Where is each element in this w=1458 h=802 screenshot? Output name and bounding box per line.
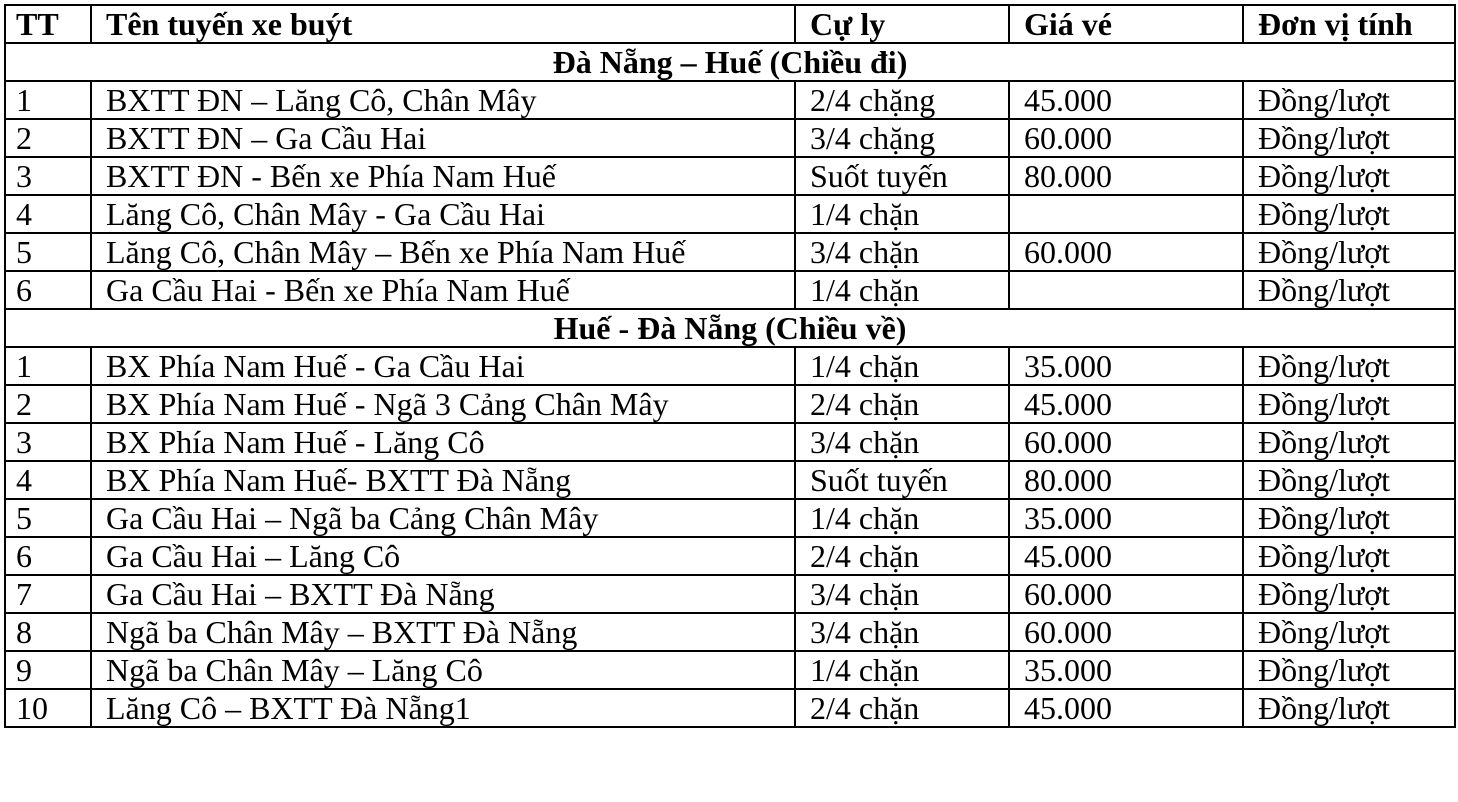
cell-row-number: 6 <box>5 537 91 575</box>
cell-unit: Đồng/lượt <box>1243 271 1455 309</box>
cell-fare: 35.000 <box>1009 499 1243 537</box>
table-row <box>5 689 1455 727</box>
cell-row-number: 5 <box>5 499 91 537</box>
cell-fare: 80.000 <box>1009 157 1243 195</box>
header-unit: Đơn vị tính <box>1243 5 1455 43</box>
cell-fare: 45.000 <box>1009 689 1243 727</box>
cell-fare: 60.000 <box>1009 233 1243 271</box>
header-row <box>5 5 1455 43</box>
cell-route-name: BX Phía Nam Huế - Ga Cầu Hai <box>91 347 795 385</box>
cell-fare: 45.000 <box>1009 81 1243 119</box>
section-title: Đà Nẵng – Huế (Chiều đi) <box>5 43 1455 81</box>
table-row <box>5 499 1455 537</box>
cell-route-name: Ga Cầu Hai – BXTT Đà Nẵng <box>91 575 795 613</box>
cell-route-name: BX Phía Nam Huế- BXTT Đà Nẵng <box>91 461 795 499</box>
cell-row-number: 1 <box>5 347 91 385</box>
cell-route-name: Ga Cầu Hai - Bến xe Phía Nam Huế <box>91 271 795 309</box>
cell-unit: Đồng/lượt <box>1243 689 1455 727</box>
cell-row-number: 5 <box>5 233 91 271</box>
table-row <box>5 347 1455 385</box>
cell-unit: Đồng/lượt <box>1243 385 1455 423</box>
cell-distance: 1/4 chặn <box>795 271 1009 309</box>
bus-fare-table <box>4 4 1456 728</box>
table-row <box>5 423 1455 461</box>
table-row <box>5 613 1455 651</box>
header-fare: Giá vé <box>1009 5 1243 43</box>
cell-route-name: BXTT ĐN – Lăng Cô, Chân Mây <box>91 81 795 119</box>
table-row <box>5 575 1455 613</box>
cell-fare: 60.000 <box>1009 613 1243 651</box>
cell-fare: 80.000 <box>1009 461 1243 499</box>
table-row <box>5 461 1455 499</box>
cell-unit: Đồng/lượt <box>1243 119 1455 157</box>
cell-fare: 45.000 <box>1009 385 1243 423</box>
cell-fare <box>1009 195 1243 233</box>
cell-distance: 1/4 chặn <box>795 347 1009 385</box>
cell-fare: 45.000 <box>1009 537 1243 575</box>
cell-distance: 1/4 chặn <box>795 499 1009 537</box>
cell-unit: Đồng/lượt <box>1243 613 1455 651</box>
section-title: Huế - Đà Nẵng (Chiều về) <box>5 309 1455 347</box>
table-row <box>5 651 1455 689</box>
cell-distance: 2/4 chặng <box>795 81 1009 119</box>
table-row <box>5 195 1455 233</box>
cell-route-name: BX Phía Nam Huế - Ngã 3 Cảng Chân Mây <box>91 385 795 423</box>
cell-distance: Suốt tuyến <box>795 461 1009 499</box>
cell-row-number: 6 <box>5 271 91 309</box>
cell-route-name: BX Phía Nam Huế - Lăng Cô <box>91 423 795 461</box>
cell-row-number: 4 <box>5 195 91 233</box>
cell-route-name: BXTT ĐN - Bến xe Phía Nam Huế <box>91 157 795 195</box>
cell-row-number: 9 <box>5 651 91 689</box>
cell-row-number: 2 <box>5 385 91 423</box>
cell-unit: Đồng/lượt <box>1243 157 1455 195</box>
cell-row-number: 10 <box>5 689 91 727</box>
cell-route-name: Ga Cầu Hai – Ngã ba Cảng Chân Mây <box>91 499 795 537</box>
cell-unit: Đồng/lượt <box>1243 537 1455 575</box>
cell-row-number: 8 <box>5 613 91 651</box>
cell-unit: Đồng/lượt <box>1243 423 1455 461</box>
cell-row-number: 3 <box>5 157 91 195</box>
cell-route-name: Ngã ba Chân Mây – Lăng Cô <box>91 651 795 689</box>
cell-distance: 3/4 chặn <box>795 613 1009 651</box>
cell-unit: Đồng/lượt <box>1243 499 1455 537</box>
cell-route-name: Ngã ba Chân Mây – BXTT Đà Nẵng <box>91 613 795 651</box>
cell-fare: 35.000 <box>1009 651 1243 689</box>
cell-route-name: BXTT ĐN – Ga Cầu Hai <box>91 119 795 157</box>
section-header-row <box>5 309 1455 347</box>
cell-distance: 2/4 chặn <box>795 385 1009 423</box>
cell-unit: Đồng/lượt <box>1243 575 1455 613</box>
header-route-name: Tên tuyến xe buýt <box>91 5 795 43</box>
cell-row-number: 4 <box>5 461 91 499</box>
cell-unit: Đồng/lượt <box>1243 347 1455 385</box>
header-distance: Cự ly <box>795 5 1009 43</box>
cell-distance: Suốt tuyến <box>795 157 1009 195</box>
table-row <box>5 537 1455 575</box>
cell-fare: 60.000 <box>1009 423 1243 461</box>
table-row <box>5 271 1455 309</box>
cell-fare: 60.000 <box>1009 575 1243 613</box>
header-tt: TT <box>5 5 91 43</box>
cell-route-name: Lăng Cô, Chân Mây – Bến xe Phía Nam Huế <box>91 233 795 271</box>
cell-unit: Đồng/lượt <box>1243 195 1455 233</box>
table-row <box>5 119 1455 157</box>
table-row <box>5 385 1455 423</box>
cell-row-number: 1 <box>5 81 91 119</box>
cell-unit: Đồng/lượt <box>1243 651 1455 689</box>
cell-route-name: Lăng Cô – BXTT Đà Nẵng1 <box>91 689 795 727</box>
cell-distance: 3/4 chặn <box>795 575 1009 613</box>
cell-row-number: 3 <box>5 423 91 461</box>
cell-distance: 3/4 chặn <box>795 233 1009 271</box>
cell-distance: 1/4 chặn <box>795 651 1009 689</box>
cell-unit: Đồng/lượt <box>1243 81 1455 119</box>
table-row <box>5 157 1455 195</box>
cell-route-name: Ga Cầu Hai – Lăng Cô <box>91 537 795 575</box>
cell-fare <box>1009 271 1243 309</box>
table-row <box>5 81 1455 119</box>
cell-distance: 2/4 chặn <box>795 689 1009 727</box>
cell-distance: 3/4 chặng <box>795 119 1009 157</box>
cell-fare: 35.000 <box>1009 347 1243 385</box>
cell-row-number: 7 <box>5 575 91 613</box>
cell-row-number: 2 <box>5 119 91 157</box>
cell-fare: 60.000 <box>1009 119 1243 157</box>
section-header-row <box>5 43 1455 81</box>
cell-unit: Đồng/lượt <box>1243 461 1455 499</box>
cell-distance: 1/4 chặn <box>795 195 1009 233</box>
cell-route-name: Lăng Cô, Chân Mây - Ga Cầu Hai <box>91 195 795 233</box>
cell-distance: 3/4 chặn <box>795 423 1009 461</box>
cell-distance: 2/4 chặn <box>795 537 1009 575</box>
cell-unit: Đồng/lượt <box>1243 233 1455 271</box>
table-body <box>5 43 1455 727</box>
table-row <box>5 233 1455 271</box>
